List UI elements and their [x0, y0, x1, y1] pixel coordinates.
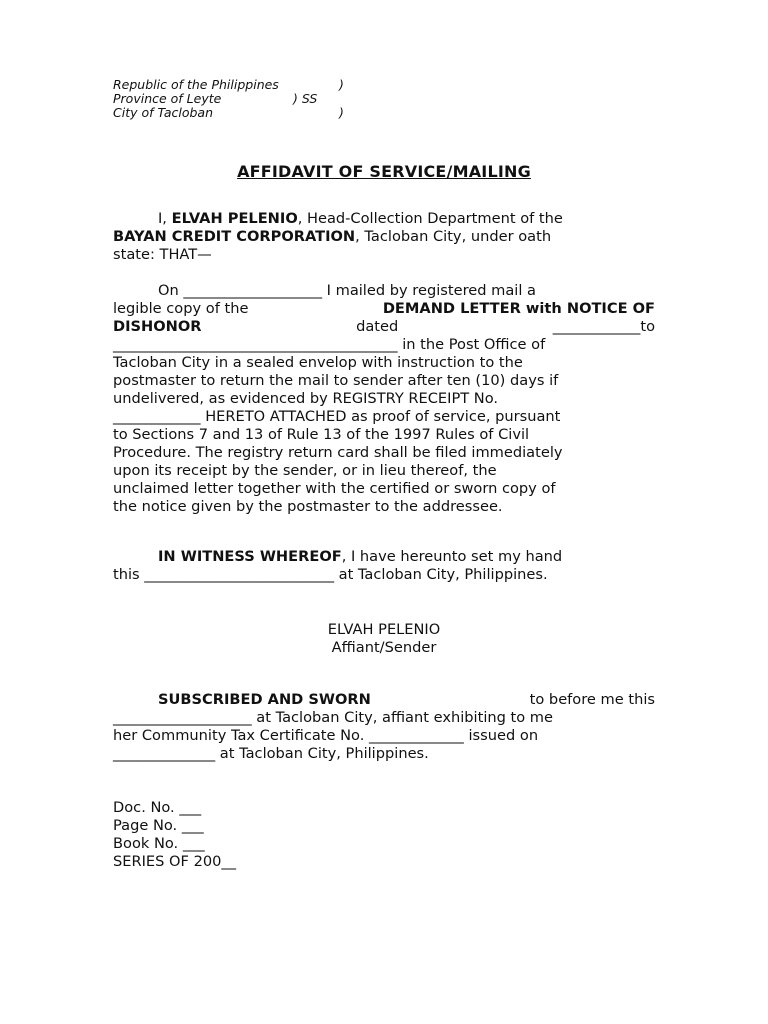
doc-no: Doc. No. ___ — [113, 799, 202, 816]
venue-block — [113, 77, 344, 120]
intro-paragraph: I, ELVAH PELENIO, Head-Collection Department of the BAYAN CREDIT CORPORATION , Tacloban City, under oath state: THAT— — [113, 210, 563, 263]
document-title: AFFIDAVIT OF SERVICE/MAILING — [237, 162, 531, 181]
affiant-name: ELVAH PELENIO — [171, 210, 298, 227]
jurat-paragraph: SUBSCRIBED AND SWORN to before me this ___________________ at Tacloban City, affiant exhibiting to me her Community Tax Certificate No. _____________ issued on ______________ at Tacloban City, Philippines. — [113, 691, 655, 762]
book-no: Book No. ___ — [113, 835, 205, 852]
series: SERIES OF 200__ — [113, 853, 237, 870]
signatory-name: ELVAH PELENIO — [327, 621, 441, 638]
venue-bracket: ) — [339, 105, 344, 120]
page-no: Page No. ___ — [113, 817, 204, 834]
venue-ss: ) SS — [293, 91, 318, 106]
venue-republic: Republic of the Philippines — [113, 77, 279, 92]
signatory-role: Affiant/Sender — [331, 639, 437, 656]
venue-bracket: ) — [339, 77, 344, 92]
company-name: BAYAN CREDIT CORPORATION — [113, 228, 356, 245]
witness-paragraph: IN WITNESS WHEREOF, I have hereunto set my hand this __________________________ at Tacloban City, Philippines. — [113, 548, 563, 583]
signature-block — [113, 621, 655, 657]
demand-letter-label: DEMAND LETTER with NOTICE OF — [382, 300, 655, 317]
venue-city: City of Tacloban — [113, 105, 213, 120]
notarial-register — [113, 799, 655, 871]
venue-province: Province of Leyte — [113, 91, 222, 106]
mailing-paragraph: On ___________________ I mailed by registered mail a legible copy of the DEMAND LETTER with NOTICE OF DISHONOR dated ____________to _______________________________________ in the Post Office of Tacloban City in a sealed envelop with instruction to the postmaster to return the mail to sender after ten (10) days if undelivered, as evidenced by REGISTRY RECEIPT No. ____________ HERETO ATTACHED as proof of service, pursuant to Sections 7 and 13 of Rule 13 of the 1997 Rules of Civil Procedure. The registry return card shall be filed immediately upon its receipt by the sender, or in lieu thereof, the unclaimed letter together with the certified or sworn copy of the notice given by the postmaster to the addressee. — [113, 282, 655, 515]
